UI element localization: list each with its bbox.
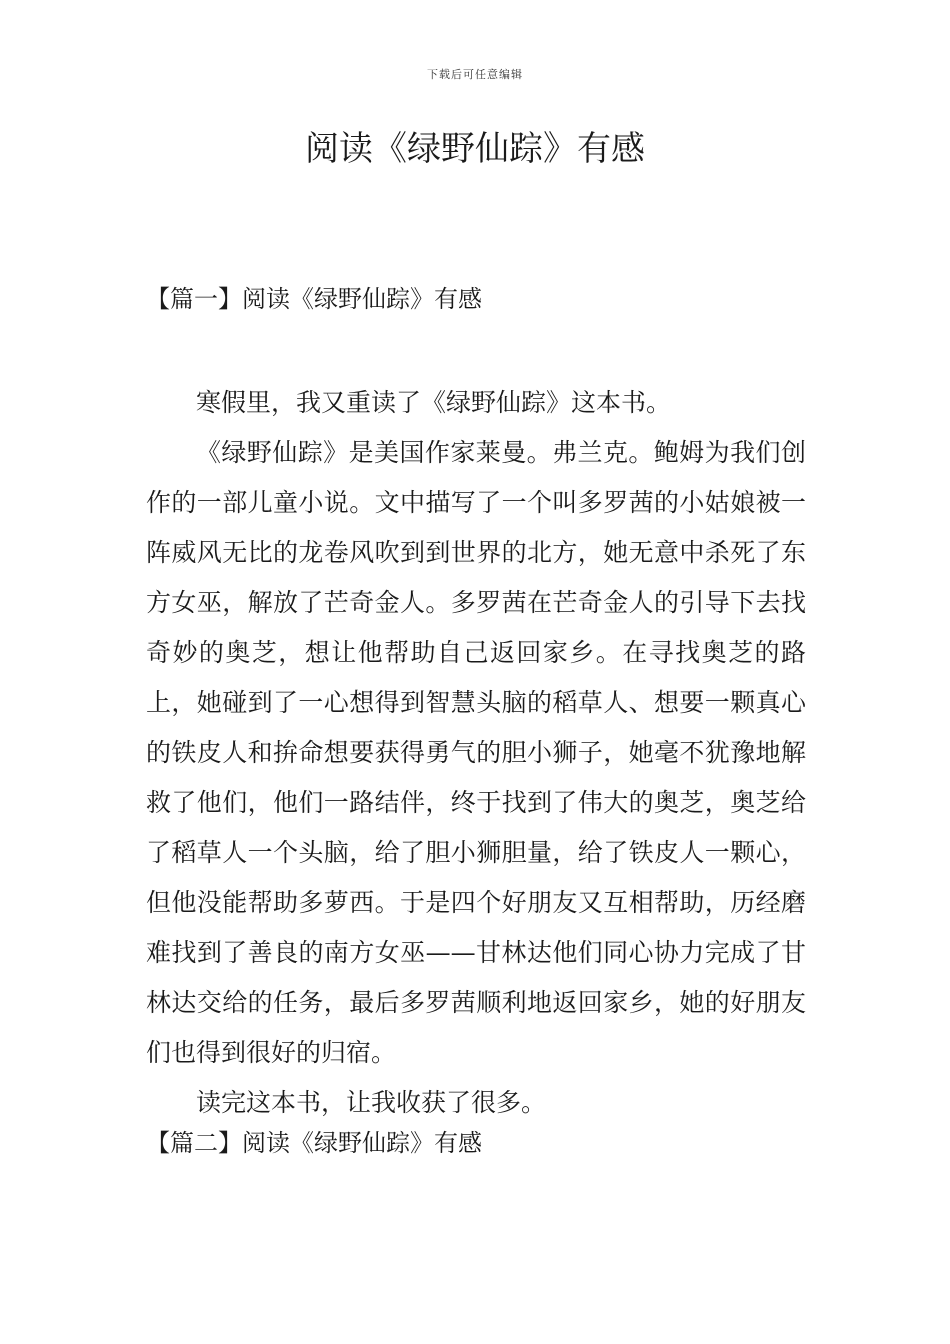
paragraph-2: 《绿野仙踪》是美国作家莱曼。弗兰克。鲍姆为我们创作的一部儿童小说。文中描写了一个叫多罗茜的小姑娘被一阵威风无比的龙卷风吹到到世界的北方，她无意中杀死了东方女巫，解放了芒奇金人。多罗茜在芒奇金人的引导下去找奇妙的奥芝，想让他帮助自己返回家乡。在寻找奥芝的路上，她碰到了一心想得到智慧头脑的稻草人、想要一颗真心的铁皮人和拚命想要获得勇气的胆小狮子，她毫不犹豫地解救了他们，他们一路结伴，终于找到了伟大的奥芝，奥芝给了稻草人一个头脑，给了胆小狮胆量，给了铁皮人一颗心，但他没能帮助多萝西。于是四个好朋友又互相帮助，历经磨难找到了善良的南方女巫——甘林达他们同心协力完成了甘林达交给的任务，最后多罗茜顺利地返回家乡，她的好朋友们也得到很好的归宿。: [146, 438, 806, 1067]
section-heading-2: 【篇二】阅读《绿野仙踪》有感: [146, 1129, 482, 1157]
document-title: 阅读《绿野仙踪》有感: [305, 129, 645, 169]
header-note: 下载后可任意编辑: [427, 68, 523, 81]
paragraph-1: 寒假里，我又重读了《绿野仙踪》这本书。: [196, 388, 672, 417]
section-heading-1: 【篇一】阅读《绿野仙踪》有感: [146, 285, 482, 313]
paragraph-3: 读完这本书，让我收获了很多。: [196, 1088, 547, 1117]
body-text: [146, 378, 806, 1128]
